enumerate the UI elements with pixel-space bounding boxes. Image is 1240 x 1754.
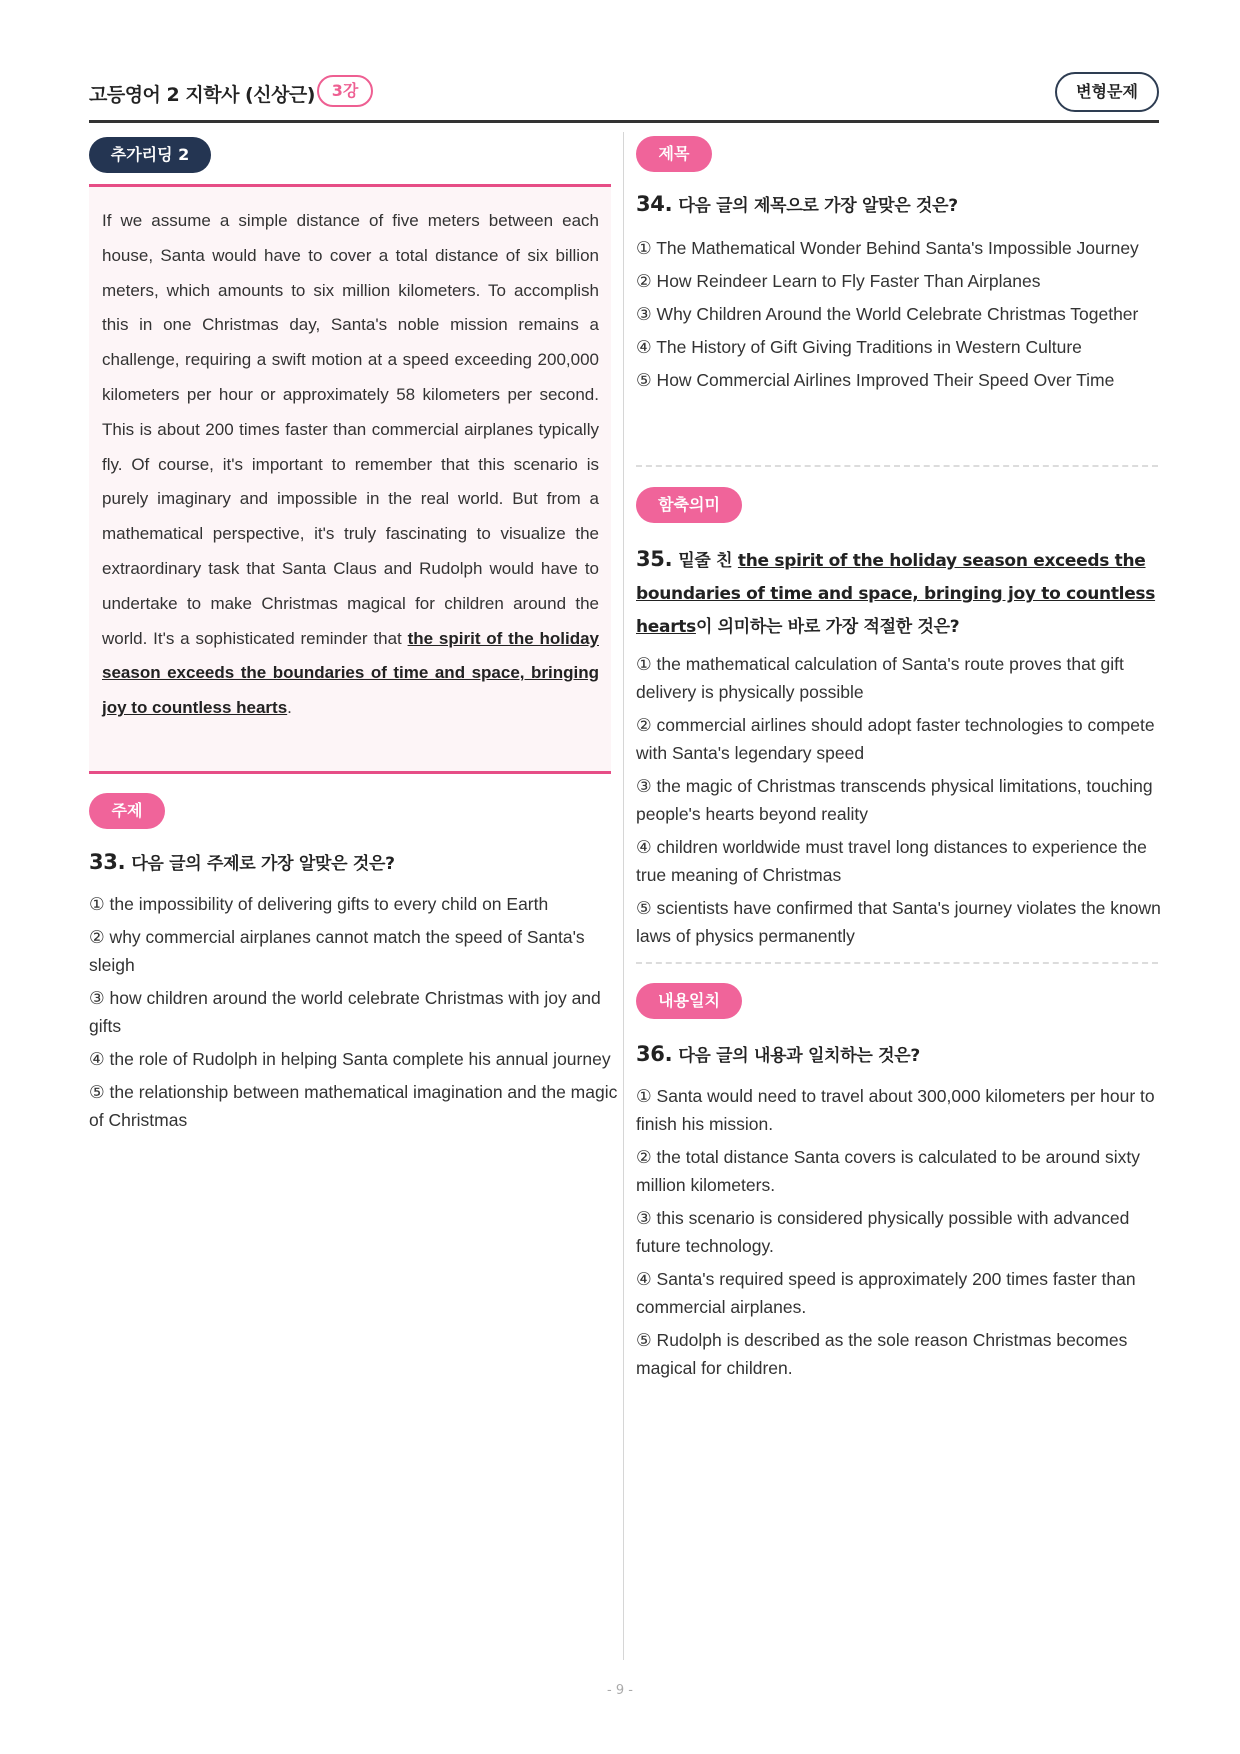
question-suffix: 이 의미하는 바로 가장 적절한 것은? xyxy=(695,617,960,637)
question-prefix: 밑줄 친 xyxy=(678,551,738,571)
lesson-badge: 3강 xyxy=(317,75,373,107)
question-number: 36. xyxy=(636,1042,673,1066)
question-34-title xyxy=(636,191,958,216)
choice-1[interactable]: ① the mathematical calculation of Santa's route proves that gift delivery is physically possible xyxy=(636,654,1124,702)
choice-1[interactable]: ① The Mathematical Wonder Behind Santa's Impossible Journey xyxy=(636,238,1139,258)
section-label: 추가리딩 2 xyxy=(89,137,211,173)
column-divider xyxy=(623,132,624,1660)
question-text: 다음 글의 내용과 일치하는 것은? xyxy=(678,1046,920,1066)
choice-3[interactable]: ③ the magic of Christmas transcends physical limitations, touching people's hearts beyond reality xyxy=(636,776,1153,824)
question-number: 34. xyxy=(636,192,673,216)
document-title: 고등영어 2 지학사 (신상근) xyxy=(89,84,315,106)
passage-end: . xyxy=(287,698,292,718)
choice-2[interactable]: ② commercial airlines should adopt faster technologies to compete with Santa's legendary speed xyxy=(636,715,1155,763)
choice-4[interactable]: ④ Santa's required speed is approximately 200 times faster than commercial airplanes. xyxy=(636,1269,1136,1317)
choice-5[interactable]: ⑤ scientists have confirmed that Santa's journey violates the known laws of physics permanently xyxy=(636,898,1161,946)
question-34-choices xyxy=(636,234,1161,399)
choice-3[interactable]: ③ Why Children Around the World Celebrate Christmas Together xyxy=(636,304,1139,324)
question-tag-title: 제목 xyxy=(636,136,712,172)
question-35-title xyxy=(636,543,1156,644)
choice-2[interactable]: ② the total distance Santa covers is calculated to be around sixty million kilometers. xyxy=(636,1147,1141,1195)
question-33-choices xyxy=(89,890,619,1139)
question-underlined-phrase: the spirit of the holiday season exceeds the boundaries of time and space, bringing joy to countless hearts xyxy=(636,551,1156,637)
worksheet-type-badge: 변형문제 xyxy=(1055,72,1159,112)
choice-5[interactable]: ⑤ How Commercial Airlines Improved Their Speed Over Time xyxy=(636,370,1115,390)
question-text: 다음 글의 제목으로 가장 알맞은 것은? xyxy=(678,196,958,216)
passage-text: If we assume a simple distance of five meters between each house, Santa would have to cover a total distance of six billion meters, which amounts to six million kilometers. To accomplish this in one Christmas day, Santa's noble mission remains a challenge, requiring a swift motion at a speed exceeding 200,000 kilometers per hour or approximately 58 kilometers per second. This is about 200 times faster than commercial airplanes typically fly. Of course, it's important to remember that this scenario is purely imaginary and impossible in the real world. But from a mathematical perspective, it's truly fascinating to visualize the extraordinary task that Santa Claus and Rudolph would have to undertake to make Christmas magical for children around the world. It's a sophisticated reminder that xyxy=(102,211,599,648)
choice-2[interactable]: ② How Reindeer Learn to Fly Faster Than Airplanes xyxy=(636,271,1041,291)
question-text: 다음 글의 주제로 가장 알맞은 것은? xyxy=(131,854,395,874)
question-number: 35. xyxy=(636,547,673,571)
choice-5[interactable]: ⑤ Rudolph is described as the sole reason Christmas becomes magical for children. xyxy=(636,1330,1128,1378)
choice-1[interactable]: ① the impossibility of delivering gifts to every child on Earth xyxy=(89,894,549,914)
choice-4[interactable]: ④ the role of Rudolph in helping Santa complete his annual journey xyxy=(89,1049,611,1069)
question-35-choices xyxy=(636,650,1161,955)
question-tag-content-match: 내용일치 xyxy=(636,983,742,1019)
passage-underlined-phrase: the spirit of the holiday season exceeds the boundaries of time and space, bringing joy to countless hearts xyxy=(102,628,599,718)
page-number: - 9 - xyxy=(607,1683,633,1698)
question-tag-topic: 주제 xyxy=(89,793,165,829)
choice-1[interactable]: ① Santa would need to travel about 300,000 kilometers per hour to finish his mission. xyxy=(636,1086,1155,1134)
question-33-title xyxy=(89,849,395,874)
choice-4[interactable]: ④ The History of Gift Giving Traditions in Western Culture xyxy=(636,337,1082,357)
question-number: 33. xyxy=(89,850,126,874)
choice-3[interactable]: ③ this scenario is considered physically possible with advanced future technology. xyxy=(636,1208,1130,1256)
choice-5[interactable]: ⑤ the relationship between mathematical imagination and the magic of Christmas xyxy=(89,1082,618,1130)
question-36-choices xyxy=(636,1082,1161,1387)
choice-4[interactable]: ④ children worldwide must travel long distances to experience the true meaning of Christmas xyxy=(636,837,1147,885)
choice-2[interactable]: ② why commercial airplanes cannot match the speed of Santa's sleigh xyxy=(89,927,585,975)
question-36-title xyxy=(636,1041,920,1066)
question-tag-implication: 함축의미 xyxy=(636,487,742,523)
section-separator xyxy=(636,465,1158,467)
page-header xyxy=(89,72,1159,123)
choice-3[interactable]: ③ how children around the world celebrate Christmas with joy and gifts xyxy=(89,988,601,1036)
section-separator xyxy=(636,962,1158,964)
reading-passage xyxy=(89,184,611,774)
